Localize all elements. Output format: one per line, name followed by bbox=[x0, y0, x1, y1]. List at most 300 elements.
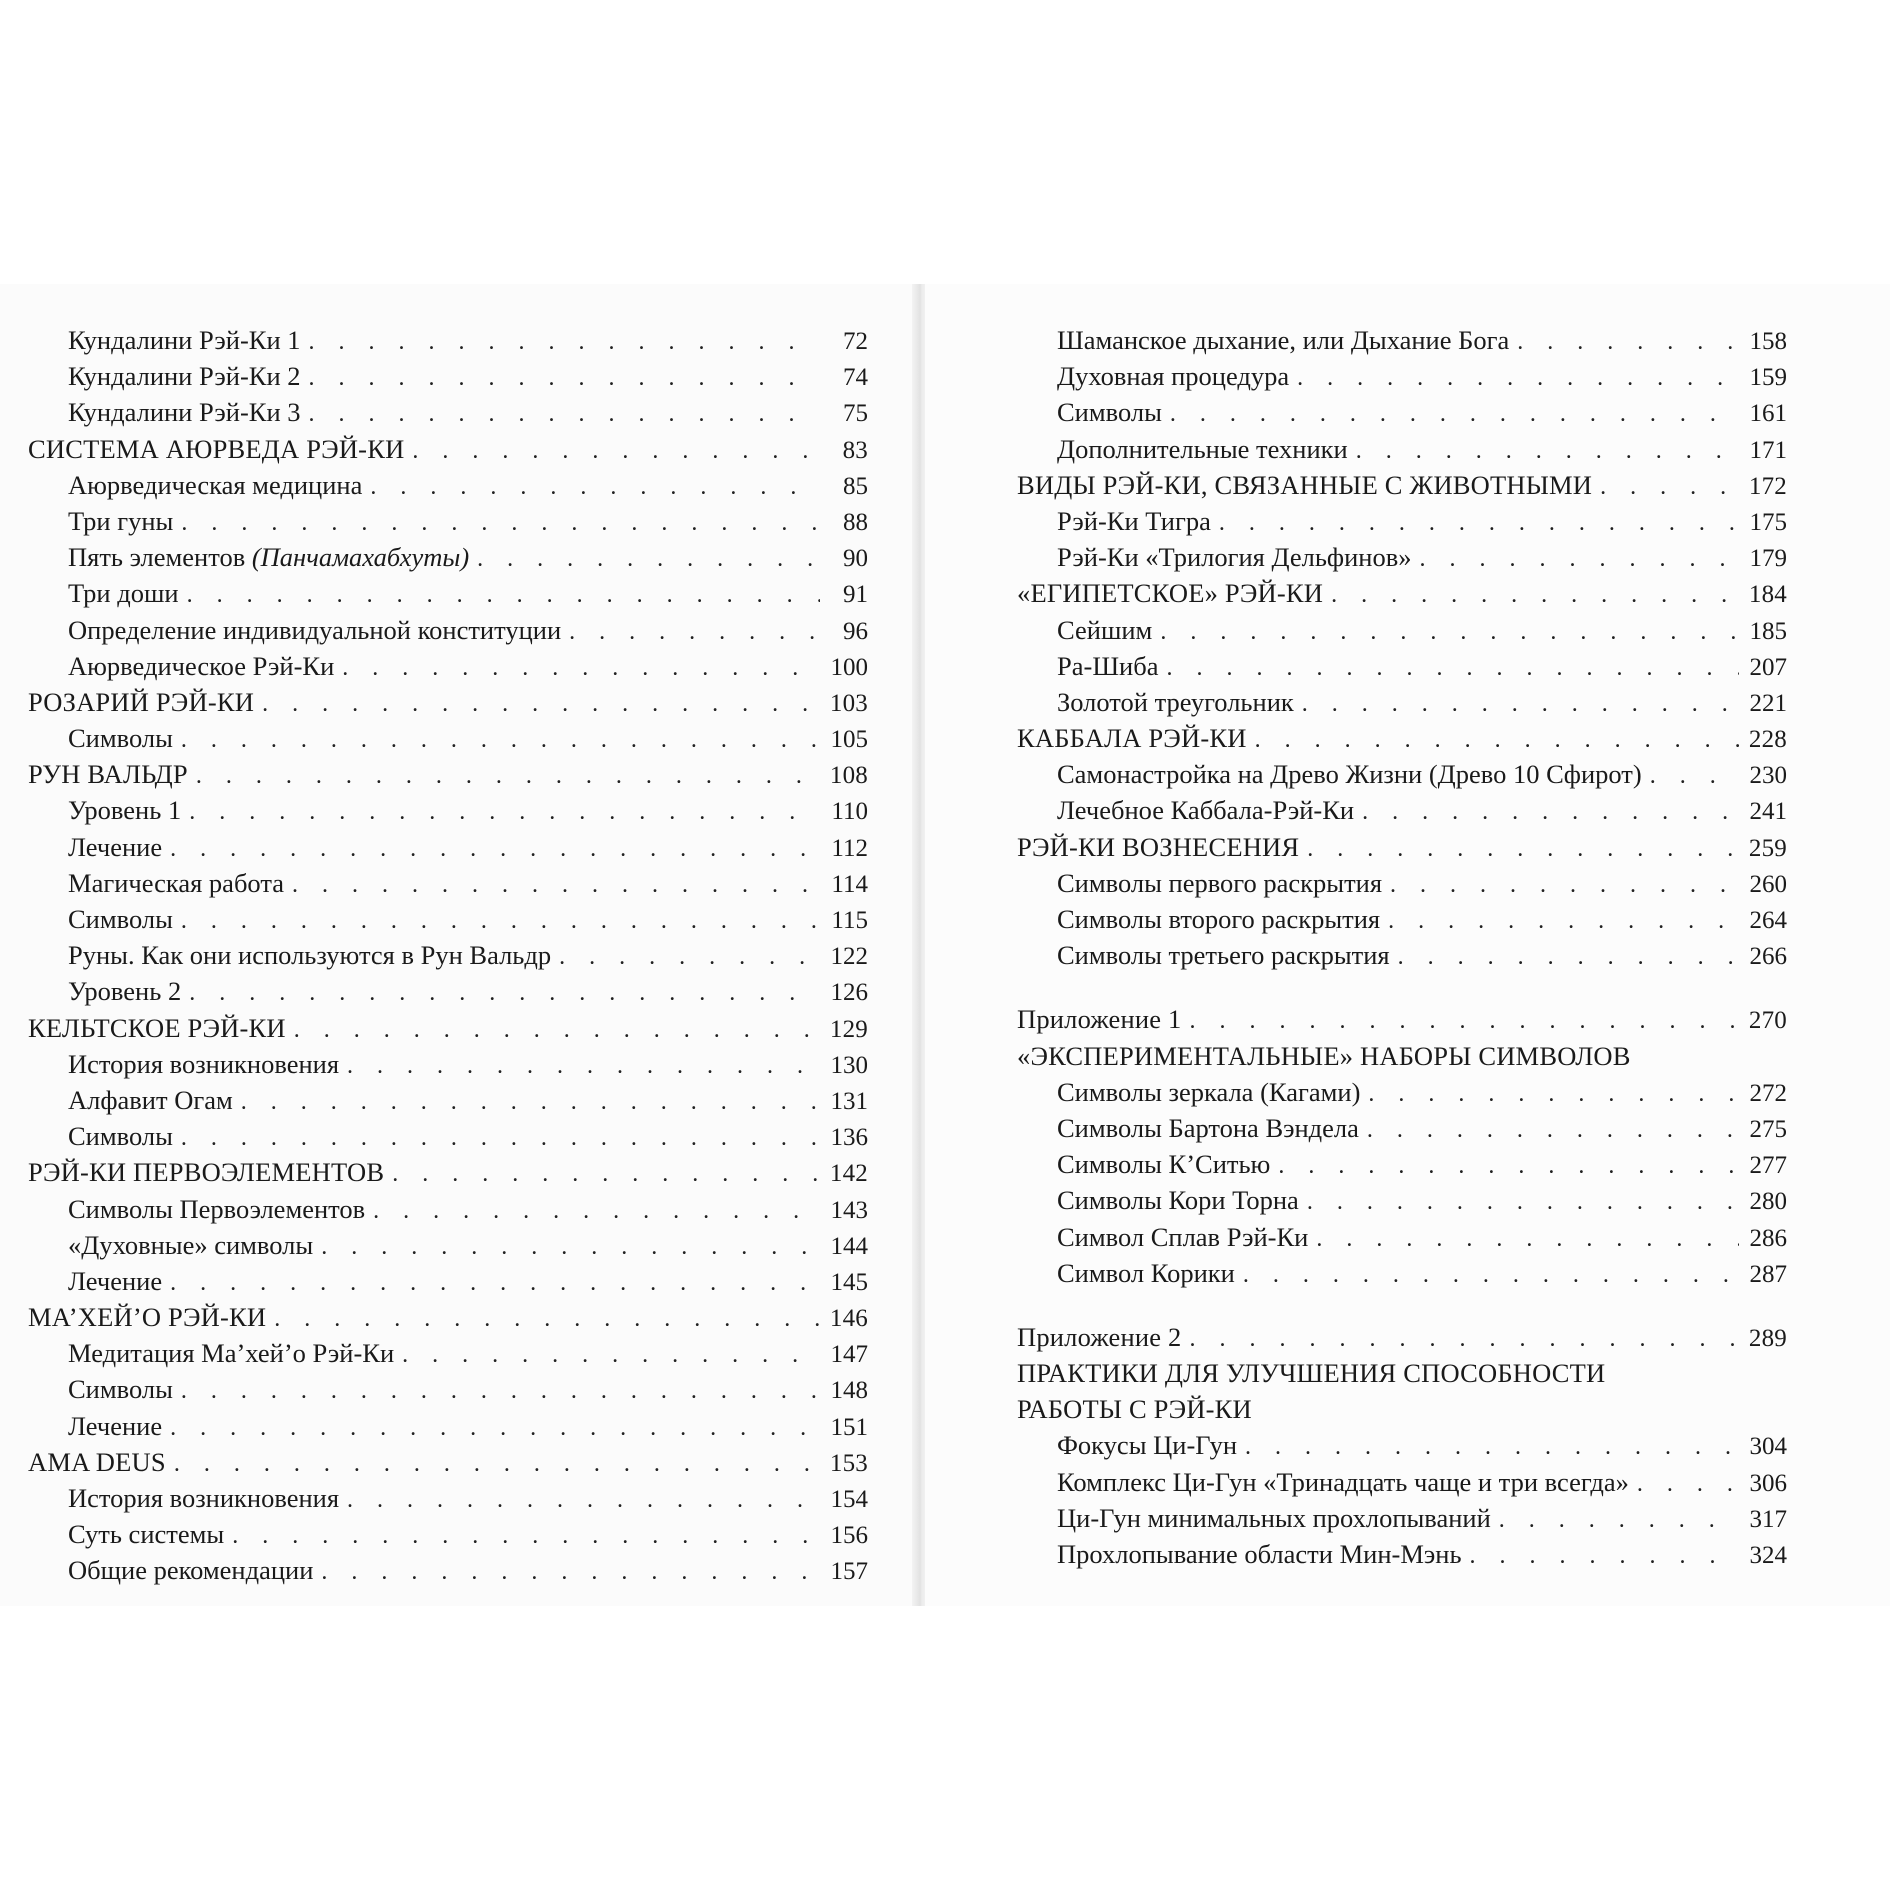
toc-list-left bbox=[28, 322, 868, 1589]
toc-page-number: 112 bbox=[831, 834, 868, 862]
toc-entry-title-text: Кундалини Рэй-Ки 2 bbox=[68, 361, 301, 392]
dot-leader bbox=[1331, 577, 1739, 613]
toc-entry-title-text: Лечение bbox=[68, 831, 163, 862]
toc-entry-title bbox=[1057, 394, 1162, 430]
dot-leader bbox=[1170, 396, 1739, 432]
toc-entry-title bbox=[1057, 792, 1354, 828]
toc-page-number: 275 bbox=[1749, 1115, 1787, 1143]
dot-leader bbox=[181, 903, 820, 939]
toc-page-number: 122 bbox=[830, 943, 868, 971]
toc-subentry bbox=[1017, 901, 1787, 937]
dot-leader bbox=[1368, 1076, 1739, 1112]
dot-leader bbox=[187, 577, 820, 613]
toc-subentry bbox=[1017, 756, 1787, 792]
toc-page-number: 153 bbox=[829, 1449, 868, 1477]
toc-page-number: 221 bbox=[1749, 689, 1787, 717]
toc-entry-title-text: РЭЙ-КИ ПЕРВОЭЛЕМЕНТОВ bbox=[28, 1157, 385, 1188]
toc-entry-title-text: Три гуны bbox=[68, 505, 174, 536]
toc-entry-title-text: ПРАКТИКИ ДЛЯ УЛУЧШЕНИЯ СПОСОБНОСТИ bbox=[1017, 1358, 1606, 1389]
toc-entry-title-text: «Духовные» символы bbox=[68, 1229, 314, 1260]
toc-subentry bbox=[1017, 1536, 1787, 1572]
toc-entry-title-text: Дополнительные техники bbox=[1057, 433, 1348, 464]
toc-entry-title bbox=[1057, 431, 1348, 467]
toc-subentry bbox=[28, 1552, 868, 1588]
toc-section-entry bbox=[28, 431, 868, 467]
toc-entry-title-text: Символы второго раскрытия bbox=[1057, 904, 1381, 934]
toc-section-entry bbox=[28, 684, 868, 720]
toc-subentry bbox=[28, 1408, 868, 1444]
toc-page-number: 88 bbox=[843, 508, 868, 536]
dot-leader bbox=[321, 1229, 820, 1265]
toc-subentry bbox=[28, 575, 868, 611]
toc-entry-title bbox=[68, 575, 179, 611]
dot-leader bbox=[1367, 1112, 1739, 1148]
dot-leader bbox=[569, 614, 820, 650]
toc-entry-title bbox=[68, 1191, 365, 1227]
dot-leader bbox=[196, 758, 820, 794]
toc-subentry bbox=[28, 1082, 868, 1118]
dot-leader bbox=[1650, 758, 1739, 794]
toc-entry-title bbox=[28, 684, 254, 720]
toc-entry-title bbox=[1057, 1464, 1629, 1500]
toc-entry-title-text: Приложение 1 bbox=[1017, 1004, 1182, 1035]
toc-entry-title bbox=[68, 1408, 162, 1444]
toc-subentry bbox=[1017, 503, 1787, 539]
toc-entry-title bbox=[1057, 322, 1509, 358]
toc-entry-title bbox=[1057, 1427, 1237, 1463]
dot-leader bbox=[181, 1373, 820, 1409]
toc-entry-title bbox=[1057, 358, 1289, 394]
dot-leader bbox=[1499, 1502, 1739, 1538]
toc-page-number: 260 bbox=[1749, 870, 1787, 898]
toc-entry-title bbox=[68, 503, 173, 539]
dot-leader bbox=[1190, 1321, 1739, 1357]
toc-entry-title-text: Символ Сплав Рэй-Ки bbox=[1057, 1221, 1309, 1252]
toc-subentry bbox=[28, 539, 868, 575]
toc-entry-title bbox=[1057, 901, 1380, 937]
toc-page-number: 129 bbox=[829, 1015, 868, 1043]
toc-page-number: 259 bbox=[1748, 834, 1787, 862]
dot-leader bbox=[1470, 1538, 1739, 1574]
dot-leader bbox=[559, 939, 820, 975]
toc-subentry bbox=[28, 720, 868, 756]
dot-leader bbox=[1517, 324, 1739, 360]
toc-entry-title bbox=[68, 358, 301, 394]
toc-subentry bbox=[28, 1118, 868, 1154]
toc-page-number: 156 bbox=[830, 1522, 868, 1550]
toc-section-entry bbox=[28, 1444, 868, 1480]
toc-page-number: 157 bbox=[830, 1558, 868, 1586]
dot-leader bbox=[309, 360, 821, 396]
dot-leader bbox=[347, 1482, 820, 1518]
toc-entry-title bbox=[1057, 539, 1411, 575]
toc-subentry bbox=[1017, 792, 1787, 828]
toc-subentry bbox=[28, 937, 868, 973]
toc-page-number: 96 bbox=[843, 617, 868, 645]
toc-subentry bbox=[1017, 322, 1787, 358]
toc-subentry bbox=[1017, 1074, 1787, 1110]
dot-leader bbox=[309, 324, 821, 360]
toc-subentry bbox=[28, 1046, 868, 1082]
toc-entry-title-text: Символы К’Ситью bbox=[1057, 1149, 1271, 1180]
toc-spacer bbox=[1017, 1291, 1787, 1319]
toc-page-number: 159 bbox=[1749, 364, 1787, 392]
toc-entry-title bbox=[1017, 1391, 1252, 1427]
toc-subentry bbox=[1017, 1427, 1787, 1463]
toc-entry-title bbox=[68, 1480, 339, 1516]
toc-section-entry bbox=[28, 1299, 868, 1335]
toc-subentry bbox=[1017, 539, 1787, 575]
toc-subentry bbox=[28, 648, 868, 684]
toc-entry-title-text: РОЗАРИЙ РЭЙ-КИ bbox=[28, 686, 255, 717]
dot-leader bbox=[347, 1048, 820, 1084]
toc-entry-title-text: Символы bbox=[68, 904, 173, 934]
toc-entry-title-text: Медитация Ма’хей’о Рэй-Ки bbox=[68, 1338, 395, 1369]
toc-page-number: 147 bbox=[830, 1341, 868, 1369]
toc-entry-title-text: Сейшим bbox=[1057, 614, 1153, 645]
toc-entry-title bbox=[68, 1046, 339, 1082]
dot-leader bbox=[1419, 541, 1739, 577]
toc-page-number: 171 bbox=[1749, 436, 1787, 464]
toc-entry-title-text: История возникновения bbox=[68, 1048, 340, 1079]
toc-entry-title bbox=[1057, 684, 1294, 720]
toc-page-number: 228 bbox=[1748, 726, 1787, 754]
toc-entry-title-text: Духовная процедура bbox=[1057, 361, 1290, 392]
toc-entry-title bbox=[28, 1010, 286, 1046]
toc-section-entry bbox=[1017, 1001, 1787, 1037]
toc-page-number: 143 bbox=[830, 1196, 868, 1224]
toc-entry-title-text: СИСТЕМА АЮРВЕДА РЭЙ-КИ bbox=[28, 433, 405, 464]
toc-entry-title bbox=[68, 394, 301, 430]
toc-section-entry bbox=[1017, 1319, 1787, 1355]
toc-entry-title-text: Аюрведическая медицина bbox=[68, 469, 363, 500]
toc-entry-title-text: Приложение 2 bbox=[1017, 1321, 1182, 1352]
toc-subentry bbox=[1017, 1500, 1787, 1536]
toc-entry-title bbox=[68, 322, 301, 358]
toc-entry-title-text: Ци-Гун минимальных прохлопываний bbox=[1057, 1502, 1491, 1533]
toc-entry-title-text: Прохлопывание области Мин-Мэнь bbox=[1057, 1539, 1462, 1569]
toc-page-number: 280 bbox=[1749, 1188, 1787, 1216]
toc-entry-title bbox=[1057, 1500, 1491, 1536]
toc-page-number: 136 bbox=[830, 1124, 868, 1152]
toc-page-number: 277 bbox=[1749, 1152, 1787, 1180]
toc-entry-title bbox=[1017, 829, 1299, 865]
toc-page-number: 100 bbox=[830, 653, 868, 681]
toc-entry-title-text: Комплекс Ци-Гун «Тринадцать чаще и три всегда» bbox=[1057, 1466, 1629, 1497]
toc-entry-title-text: Лечебное Каббала-Рэй-Ки bbox=[1057, 795, 1355, 826]
dot-leader bbox=[181, 722, 820, 758]
toc-page-number: 83 bbox=[842, 436, 868, 464]
dot-leader bbox=[370, 469, 820, 505]
toc-page-number: 289 bbox=[1748, 1324, 1787, 1352]
dot-leader bbox=[1160, 614, 1739, 650]
toc-page-number: 241 bbox=[1749, 798, 1787, 826]
toc-page-number: 145 bbox=[830, 1268, 868, 1296]
toc-entry-title-text: Символы bbox=[68, 1374, 173, 1405]
toc-entry-title bbox=[68, 1227, 313, 1263]
toc-entry-title bbox=[1017, 720, 1247, 756]
toc-entry-title-text: Символы третьего раскрытия bbox=[1057, 940, 1390, 971]
toc-page-number: 179 bbox=[1749, 545, 1787, 573]
toc-page-number: 324 bbox=[1749, 1542, 1787, 1569]
toc-page-number: 185 bbox=[1749, 617, 1787, 645]
dot-leader bbox=[1278, 1148, 1739, 1184]
toc-entry-title bbox=[1057, 756, 1642, 792]
toc-subentry bbox=[28, 1335, 868, 1371]
dot-leader bbox=[1307, 831, 1739, 867]
toc-page-number: 85 bbox=[843, 472, 868, 500]
toc-page-number: 91 bbox=[843, 581, 868, 609]
toc-page-number: 144 bbox=[830, 1232, 868, 1260]
toc-entry-title-text: «ЭКСПЕРИМЕНТАЛЬНЫЕ» НАБОРЫ СИМВОЛОВ bbox=[1017, 1040, 1631, 1071]
toc-subentry bbox=[28, 1227, 868, 1263]
dot-leader bbox=[170, 1265, 820, 1301]
toc-page-number: 114 bbox=[831, 870, 868, 898]
toc-entry-title-text: Символы Первоэлементов bbox=[68, 1193, 366, 1224]
dot-leader bbox=[1245, 1429, 1739, 1465]
toc-list-right bbox=[1017, 322, 1787, 1572]
toc-entry-title bbox=[1017, 1001, 1182, 1037]
toc-section-entry bbox=[1017, 1038, 1787, 1074]
toc-subentry bbox=[28, 1263, 868, 1299]
left-page bbox=[0, 284, 918, 1606]
dot-leader bbox=[262, 686, 820, 722]
toc-page-number: 75 bbox=[843, 400, 868, 428]
dot-leader bbox=[402, 1337, 820, 1373]
toc-entry-title bbox=[28, 1154, 384, 1190]
toc-page-number: 108 bbox=[829, 762, 868, 790]
toc-subentry bbox=[1017, 394, 1787, 430]
toc-subentry bbox=[1017, 431, 1787, 467]
toc-entry-title bbox=[1057, 865, 1382, 901]
toc-entry-title-text: Символы bbox=[68, 1121, 173, 1152]
toc-subentry bbox=[28, 322, 868, 358]
toc-subentry bbox=[1017, 1110, 1787, 1146]
toc-entry-title-italic: (Панчамахабхуты) bbox=[251, 542, 470, 573]
toc-subentry bbox=[1017, 937, 1787, 973]
toc-subentry bbox=[28, 1371, 868, 1407]
toc-entry-title-text: Лечение bbox=[68, 1265, 163, 1296]
toc-page-number: 304 bbox=[1749, 1433, 1787, 1461]
toc-entry-title-text: История возникновения bbox=[68, 1483, 340, 1513]
toc-entry-title bbox=[68, 901, 173, 937]
dot-leader bbox=[1243, 1257, 1739, 1293]
toc-section-entry bbox=[1017, 1391, 1787, 1427]
toc-page-number: 161 bbox=[1749, 400, 1787, 428]
book-spread bbox=[0, 284, 1890, 1606]
toc-entry-title-text: Рэй-Ки «Трилогия Дельфинов» bbox=[1057, 542, 1412, 573]
toc-entry-title-text: Определение индивидуальной конституции bbox=[68, 614, 562, 645]
toc-entry-title bbox=[1017, 1319, 1182, 1355]
toc-entry-title bbox=[68, 1516, 224, 1552]
toc-entry-title-text: AMA DEUS bbox=[28, 1446, 166, 1477]
toc-page-number: 158 bbox=[1749, 328, 1787, 355]
toc-page-number: 151 bbox=[830, 1413, 868, 1441]
dot-leader bbox=[232, 1518, 820, 1554]
toc-entry-title-text: РЭЙ-КИ ВОЗНЕСЕНИЯ bbox=[1017, 831, 1300, 862]
toc-entry-title-text: Уровень 1 bbox=[68, 795, 182, 826]
toc-entry-title-text: РУН ВАЛЬДР bbox=[28, 759, 188, 790]
toc-entry-title-text: Ра-Шиба bbox=[1057, 650, 1159, 681]
toc-entry-title bbox=[68, 612, 561, 648]
toc-page-number: 175 bbox=[1749, 508, 1787, 536]
toc-entry-title bbox=[68, 1371, 173, 1407]
toc-entry-title-text: Аюрведическое Рэй-Ки bbox=[68, 650, 335, 681]
dot-leader bbox=[292, 867, 820, 903]
toc-subentry bbox=[1017, 1464, 1787, 1500]
toc-entry-title bbox=[1057, 503, 1211, 539]
dot-leader bbox=[294, 1012, 820, 1048]
toc-entry-title bbox=[68, 973, 181, 1009]
toc-entry-title-text: Лечение bbox=[68, 1410, 163, 1441]
dot-leader bbox=[477, 541, 820, 577]
dot-leader bbox=[392, 1156, 820, 1192]
toc-entry-title-text: Уровень 2 bbox=[68, 976, 182, 1007]
toc-entry-title bbox=[68, 720, 173, 756]
toc-subentry bbox=[28, 973, 868, 1009]
toc-subentry bbox=[28, 865, 868, 901]
toc-entry-title-text: Символы bbox=[68, 723, 173, 754]
dot-leader bbox=[412, 433, 820, 469]
dot-leader bbox=[1398, 939, 1739, 975]
dot-leader bbox=[170, 1410, 820, 1446]
toc-entry-title-text: РАБОТЫ С РЭЙ-КИ bbox=[1017, 1394, 1252, 1425]
dot-leader bbox=[189, 975, 820, 1011]
toc-entry-title-text: Символ Корики bbox=[1057, 1257, 1235, 1288]
toc-section-entry bbox=[1017, 720, 1787, 756]
toc-section-entry bbox=[28, 1010, 868, 1046]
dot-leader bbox=[181, 1120, 820, 1156]
toc-subentry bbox=[28, 612, 868, 648]
dot-leader bbox=[1388, 903, 1739, 939]
toc-entry-title bbox=[1057, 1110, 1359, 1146]
toc-page-number: 154 bbox=[830, 1486, 868, 1513]
toc-entry-title bbox=[1057, 1536, 1462, 1572]
toc-entry-title-text: Алфавит Огам bbox=[68, 1084, 233, 1115]
toc-entry-title bbox=[68, 1552, 313, 1588]
dot-leader bbox=[309, 396, 821, 432]
dot-leader bbox=[174, 1446, 820, 1482]
toc-entry-title bbox=[68, 937, 551, 973]
toc-page-number: 126 bbox=[830, 979, 868, 1007]
dot-leader bbox=[1362, 794, 1739, 830]
toc-entry-title bbox=[68, 539, 469, 575]
toc-entry-title bbox=[28, 1299, 266, 1335]
toc-entry-title bbox=[68, 1335, 394, 1371]
toc-section-entry bbox=[1017, 829, 1787, 865]
toc-entry-title-text: Символы первого раскрытия bbox=[1057, 867, 1383, 898]
toc-entry-title-text: КЕЛЬТСКОЕ РЭЙ-КИ bbox=[28, 1012, 286, 1043]
toc-entry-title-text: Общие рекомендации bbox=[68, 1555, 314, 1586]
toc-subentry bbox=[1017, 1255, 1787, 1291]
toc-entry-title-text: Фокусы Ци-Гун bbox=[1057, 1430, 1238, 1461]
dot-leader bbox=[181, 505, 820, 541]
toc-section-entry bbox=[1017, 467, 1787, 503]
dot-leader bbox=[1255, 722, 1739, 758]
toc-entry-title bbox=[1057, 648, 1158, 684]
dot-leader bbox=[189, 794, 820, 830]
toc-page-number: 146 bbox=[829, 1305, 868, 1333]
toc-entry-title bbox=[1017, 1038, 1631, 1074]
toc-page-number: 317 bbox=[1749, 1505, 1787, 1533]
dot-leader bbox=[1302, 686, 1739, 722]
dot-leader bbox=[342, 650, 820, 686]
toc-page-number: 130 bbox=[830, 1051, 868, 1079]
toc-section-entry bbox=[28, 1154, 868, 1190]
toc-entry-title bbox=[1017, 575, 1323, 611]
dot-leader bbox=[1297, 360, 1739, 396]
toc-entry-title-text: Рэй-Ки Тигра bbox=[1057, 505, 1211, 536]
toc-page-number: 110 bbox=[831, 798, 868, 826]
toc-subentry bbox=[28, 503, 868, 539]
toc-entry-title bbox=[68, 648, 334, 684]
toc-page-number: 264 bbox=[1749, 907, 1787, 934]
toc-entry-title-text: Пять элементов bbox=[68, 542, 246, 573]
toc-subentry bbox=[1017, 1146, 1787, 1182]
dot-leader bbox=[373, 1193, 820, 1229]
dot-leader bbox=[1219, 505, 1739, 541]
toc-subentry bbox=[1017, 358, 1787, 394]
toc-entry-title bbox=[28, 431, 404, 467]
toc-entry-title bbox=[1017, 1355, 1605, 1391]
toc-page-number: 286 bbox=[1749, 1224, 1787, 1252]
toc-page-number: 72 bbox=[843, 328, 868, 355]
toc-section-entry bbox=[1017, 575, 1787, 611]
toc-entry-title-text: Кундалини Рэй-Ки 3 bbox=[68, 397, 301, 428]
toc-subentry bbox=[28, 358, 868, 394]
toc-page-number: 148 bbox=[830, 1377, 868, 1405]
toc-entry-title-text: Символы Бартона Вэндела bbox=[1057, 1112, 1359, 1143]
right-page bbox=[925, 284, 1890, 1606]
toc-entry-title-text: «ЕГИПЕТСКОЕ» РЭЙ-КИ bbox=[1017, 578, 1324, 609]
dot-leader bbox=[321, 1554, 820, 1590]
dot-leader bbox=[1307, 1184, 1739, 1220]
toc-page-number: 105 bbox=[830, 726, 868, 754]
toc-entry-title bbox=[68, 467, 362, 503]
toc-subentry bbox=[1017, 865, 1787, 901]
toc-entry-title bbox=[68, 1263, 162, 1299]
toc-entry-title bbox=[28, 1444, 166, 1480]
toc-subentry bbox=[1017, 648, 1787, 684]
toc-page-number: 184 bbox=[1748, 581, 1787, 609]
toc-entry-title-text: МА’ХЕЙ’О РЭЙ-КИ bbox=[28, 1302, 267, 1333]
toc-subentry bbox=[28, 901, 868, 937]
toc-entry-title-text: Магическая работа bbox=[68, 867, 284, 898]
toc-page-number: 131 bbox=[830, 1087, 868, 1115]
dot-leader bbox=[1356, 433, 1739, 469]
toc-subentry bbox=[28, 467, 868, 503]
toc-subentry bbox=[1017, 684, 1787, 720]
toc-entry-title-text: Символы Кори Торна bbox=[1057, 1185, 1299, 1216]
toc-entry-title-text: КАББАЛА РЭЙ-КИ bbox=[1017, 723, 1247, 754]
toc-page-number: 270 bbox=[1748, 1007, 1787, 1035]
toc-subentry bbox=[28, 1191, 868, 1227]
toc-entry-title-text: Символы зеркала (Кагами) bbox=[1057, 1076, 1361, 1107]
toc-entry-title bbox=[28, 756, 188, 792]
dot-leader bbox=[1390, 867, 1739, 903]
dot-leader bbox=[1637, 1466, 1739, 1502]
toc-section-entry bbox=[28, 756, 868, 792]
toc-page-number: 266 bbox=[1749, 943, 1787, 971]
toc-subentry bbox=[28, 1516, 868, 1552]
toc-subentry bbox=[28, 1480, 868, 1516]
toc-entry-title-text: Три доши bbox=[68, 578, 179, 609]
toc-page-number: 103 bbox=[829, 689, 868, 717]
toc-entry-title-text: Золотой треугольник bbox=[1057, 686, 1294, 717]
toc-page-number: 74 bbox=[843, 364, 868, 392]
toc-subentry bbox=[28, 829, 868, 865]
toc-entry-title-text: ВИДЫ РЭЙ-КИ, СВЯЗАННЫЕ С ЖИВОТНЫМИ bbox=[1017, 469, 1593, 500]
